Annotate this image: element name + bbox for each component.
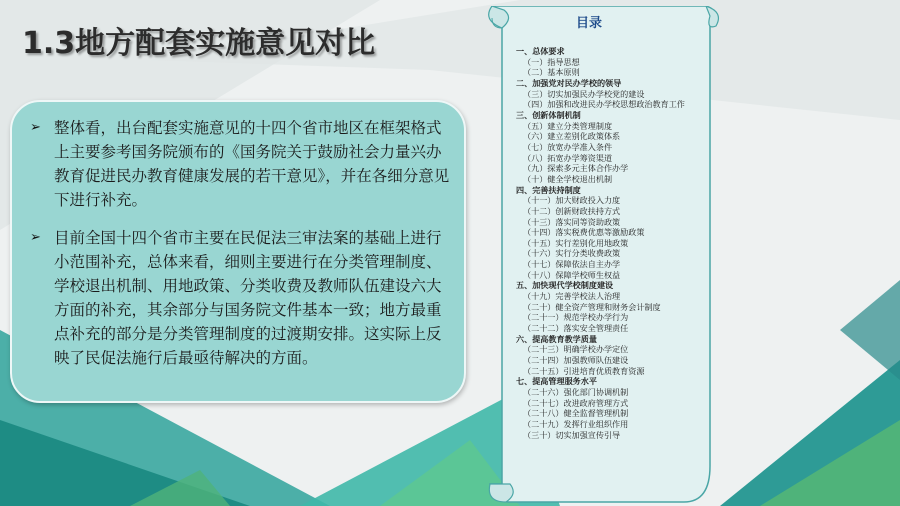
toc-scroll bbox=[484, 6, 724, 506]
toc-sub-item: （十四）落实税费优惠等激励政策 bbox=[523, 227, 645, 238]
toc-sub-item: （四）加强和改进民办学校思想政治教育工作 bbox=[523, 99, 685, 110]
toc-sub-item: （十）健全学校退出机制 bbox=[523, 173, 613, 184]
toc-sub-item: （一）指导思想 bbox=[523, 56, 580, 67]
toc-sub-item: （二十）健全资产管理和财务会计制度 bbox=[523, 301, 661, 312]
toc-sub-item: （八）拓宽办学筹资渠道 bbox=[523, 152, 613, 163]
toc-sub-item: （二十三）明确学校办学定位 bbox=[523, 344, 629, 355]
toc-section-item: 二、加强党对民办学校的领导 bbox=[516, 77, 622, 88]
toc-section-item: 五、加快现代学校制度建设 bbox=[516, 280, 614, 291]
arrow-bullet-icon: ➢ bbox=[30, 230, 41, 245]
bullet-text: 整体看，出台配套实施意见的十四个省市地区在框架格式上主要参考国务院颁布的《国务院关于鼓励社会力量兴办教育促进民办教育健康发展的若干意见》，并在各细分意见下进行补充。 bbox=[54, 119, 450, 209]
toc-sub-item: （二）基本原则 bbox=[523, 67, 580, 78]
toc-section-item: 三、创新体制机制 bbox=[516, 109, 581, 120]
toc-sub-item: （二十四）加强教师队伍建设 bbox=[523, 355, 629, 366]
toc-sub-item: （二十五）引进培育优质教育资源 bbox=[523, 365, 645, 376]
toc-sub-item: （二十二）落实安全管理责任 bbox=[523, 323, 629, 334]
toc-sub-item: （十七）保障依法自主办学 bbox=[523, 259, 621, 270]
toc-sub-item: （二十八）健全监督管理机制 bbox=[523, 408, 629, 419]
toc-sub-item: （十三）落实同等资助政策 bbox=[523, 216, 621, 227]
toc-sub-item: （七）放宽办学准入条件 bbox=[523, 141, 613, 152]
toc-section-item: 六、提高教育教学质量 bbox=[516, 333, 597, 344]
toc-sub-item: （十二）创新财政扶持方式 bbox=[523, 205, 621, 216]
bullet-item bbox=[30, 116, 450, 212]
toc-sub-item: （三十）切实加强宣传引导 bbox=[523, 429, 621, 440]
toc-section-item: 七、提高管理服务水平 bbox=[516, 376, 597, 387]
toc-section-item: 四、完善扶持制度 bbox=[516, 184, 581, 195]
toc-sub-item: （十五）实行差别化用地政策 bbox=[523, 237, 629, 248]
toc-section-item: 一、总体要求 bbox=[516, 46, 565, 56]
toc-sub-item: （二十七）改进政府管理方式 bbox=[523, 397, 629, 408]
toc-sub-item: （二十九）发挥行业组织作用 bbox=[523, 418, 629, 429]
toc-sub-item: （九）探索多元主体合作办学 bbox=[523, 163, 629, 174]
bullet-item bbox=[30, 226, 450, 370]
toc-sub-item: （十九）完善学校法人治理 bbox=[523, 291, 621, 302]
slide-title: 1.3地方配套实施意见对比 bbox=[22, 26, 376, 61]
bullet-text: 目前全国十四个省市主要在民促法三审法案的基础上进行小范围补充，总体来看，细则主要进行在分类管理制度、学校退出机制、用地政策、分类收费及教师队伍建设六大方面的补充，其余部分与国务院文件基本一致；地方最重点补充的部分是分类管理制度的过渡期安排。这实际上反映了民促法施行后最亟待解决的方面。 bbox=[54, 229, 442, 367]
toc-sub-item: （十八）保障学校师生权益 bbox=[523, 269, 621, 280]
content-panel bbox=[10, 100, 466, 403]
toc-sub-item: （三）切实加强民办学校党的建设 bbox=[523, 88, 645, 99]
toc-sub-item: （二十六）强化部门协调机制 bbox=[523, 387, 629, 397]
toc-title: 目录 bbox=[575, 16, 602, 31]
toc-sub-item: （六）建立差别化政策体系 bbox=[523, 131, 621, 142]
toc-sub-item: （五）建立分类管理制度 bbox=[523, 120, 613, 131]
arrow-bullet-icon: ➢ bbox=[30, 120, 41, 135]
toc-sub-item: （二十一）规范学校办学行为 bbox=[523, 312, 629, 323]
toc-sub-item: （十六）实行分类收费政策 bbox=[523, 248, 621, 259]
toc-sub-item: （十一）加大财政投入力度 bbox=[523, 195, 621, 206]
toc-list bbox=[516, 46, 716, 440]
